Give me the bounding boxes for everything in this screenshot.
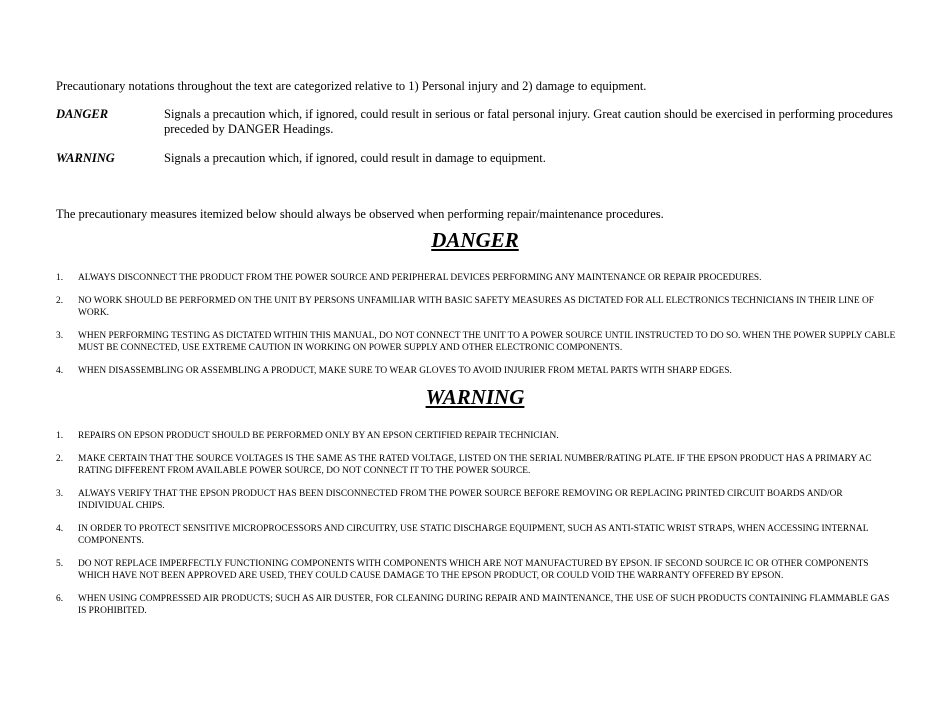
item-text: IN ORDER TO PROTECT SENSITIVE MICROPROCESSORS AND CIRCUITRY, USE STATIC DISCHARGE EQUIPMENT, SUCH AS ANTI-STATIC WRIST STRAPS, WHEN ACCESSING INTERNAL COMPONENTS.	[78, 524, 869, 546]
list-item	[56, 295, 898, 319]
item-number: 1.	[56, 273, 64, 283]
definition-term: WARNING	[56, 151, 115, 165]
item-number: 3.	[56, 489, 64, 499]
item-text: WHEN PERFORMING TESTING AS DICTATED WITHIN THIS MANUAL, DO NOT CONNECT THE UNIT TO A POWER SOURCE UNTIL INSTRUCTED TO DO SO. WHEN THE POWER SUPPLY CABLE MUST BE CONNECTED, USE EXTREME CAUTION IN WORKING ON POWER SUPPLY AND OTHER ELECTRONIC COMPONENTS.	[78, 331, 896, 353]
item-text: ALWAYS VERIFY THAT THE EPSON PRODUCT HAS BEEN DISCONNECTED FROM THE POWER SOURCE BEFORE REMOVING OR REPLACING PRINTED CIRCUIT BOARDS AND/OR INDIVIDUAL CHIPS.	[78, 489, 843, 511]
item-text: NO WORK SHOULD BE PERFORMED ON THE UNIT BY PERSONS UNFAMILIAR WITH BASIC SAFETY MEASURES AS DICTATED FOR ALL ELECTRONICS TECHNICIANS IN THEIR LINE OF WORK.	[78, 296, 874, 318]
definition-warning	[56, 151, 916, 166]
warning-heading: WARNING	[425, 385, 525, 409]
list-item	[56, 453, 898, 477]
list-item	[56, 558, 898, 582]
item-text: REPAIRS ON EPSON PRODUCT SHOULD BE PERFORMED ONLY BY AN EPSON CERTIFIED REPAIR TECHNICIAN.	[78, 431, 559, 441]
definition-danger	[56, 107, 916, 137]
item-number: 2.	[56, 454, 64, 464]
item-number: 2.	[56, 296, 64, 306]
item-text: ALWAYS DISCONNECT THE PRODUCT FROM THE POWER SOURCE AND PERIPHERAL DEVICES PERFORMING ANY MAINTENANCE OR REPAIR PROCEDURES.	[78, 273, 762, 283]
list-item	[56, 430, 898, 442]
list-item	[56, 488, 898, 512]
warning-list	[56, 430, 898, 628]
item-text: WHEN USING COMPRESSED AIR PRODUCTS; SUCH AS AIR DUSTER, FOR CLEANING DURING REPAIR AND MAINTENANCE, THE USE OF SUCH PRODUCTS CONTAINING FLAMMABLE GAS IS PROHIBITED.	[78, 594, 890, 616]
item-text: MAKE CERTAIN THAT THE SOURCE VOLTAGES IS THE SAME AS THE RATED VOLTAGE, LISTED ON THE SERIAL NUMBER/RATING PLATE. IF THE EPSON PRODUCT HAS A PRIMARY AC RATING DIFFERENT FROM AVAILABLE POWER SOURCE, DO NOT CONNECT IT TO THE POWER SOURCE.	[78, 454, 872, 476]
item-number: 5.	[56, 559, 64, 569]
definition-term: DANGER	[56, 107, 109, 121]
list-item	[56, 523, 898, 547]
list-item	[56, 330, 898, 354]
danger-heading: DANGER	[431, 228, 519, 252]
list-item	[56, 365, 898, 377]
item-number: 1.	[56, 431, 64, 441]
item-text: WHEN DISASSEMBLING OR ASSEMBLING A PRODUCT, MAKE SURE TO WEAR GLOVES TO AVOID INJURIER FROM METAL PARTS WITH SHARP EDGES.	[78, 366, 732, 376]
definition-text: Signals a precaution which, if ignored, could result in damage to equipment.	[164, 151, 546, 165]
item-number: 4.	[56, 366, 64, 376]
item-text: DO NOT REPLACE IMPERFECTLY FUNCTIONING COMPONENTS WITH COMPONENTS WHICH ARE NOT MANUFACTURED BY EPSON. IF SECOND SOURCE IC OR OTHER COMPONENTS WHICH HAVE NOT BEEN APPROVED ARE USED, THEY COULD CAUSE DAMAGE TO THE EPSON PRODUCT, OR COULD VOID THE WARRANTY OFFERED BY EPSON.	[78, 559, 869, 581]
danger-list	[56, 272, 898, 388]
definition-text: Signals a precaution which, if ignored, could result in serious or fatal personal injury. Great caution should be exercised in performing procedures preceded by DANGER Headings.	[164, 107, 893, 136]
item-number: 4.	[56, 524, 64, 534]
definitions-list	[56, 107, 916, 180]
list-item	[56, 272, 898, 284]
measures-intro: The precautionary measures itemized below should always be observed when performing repair/maintenance procedures.	[56, 207, 664, 221]
list-item	[56, 593, 898, 617]
item-number: 6.	[56, 594, 64, 604]
item-number: 3.	[56, 331, 64, 341]
intro-paragraph: Precautionary notations throughout the text are categorized relative to 1) Personal injury and 2) damage to equipment.	[56, 79, 647, 93]
